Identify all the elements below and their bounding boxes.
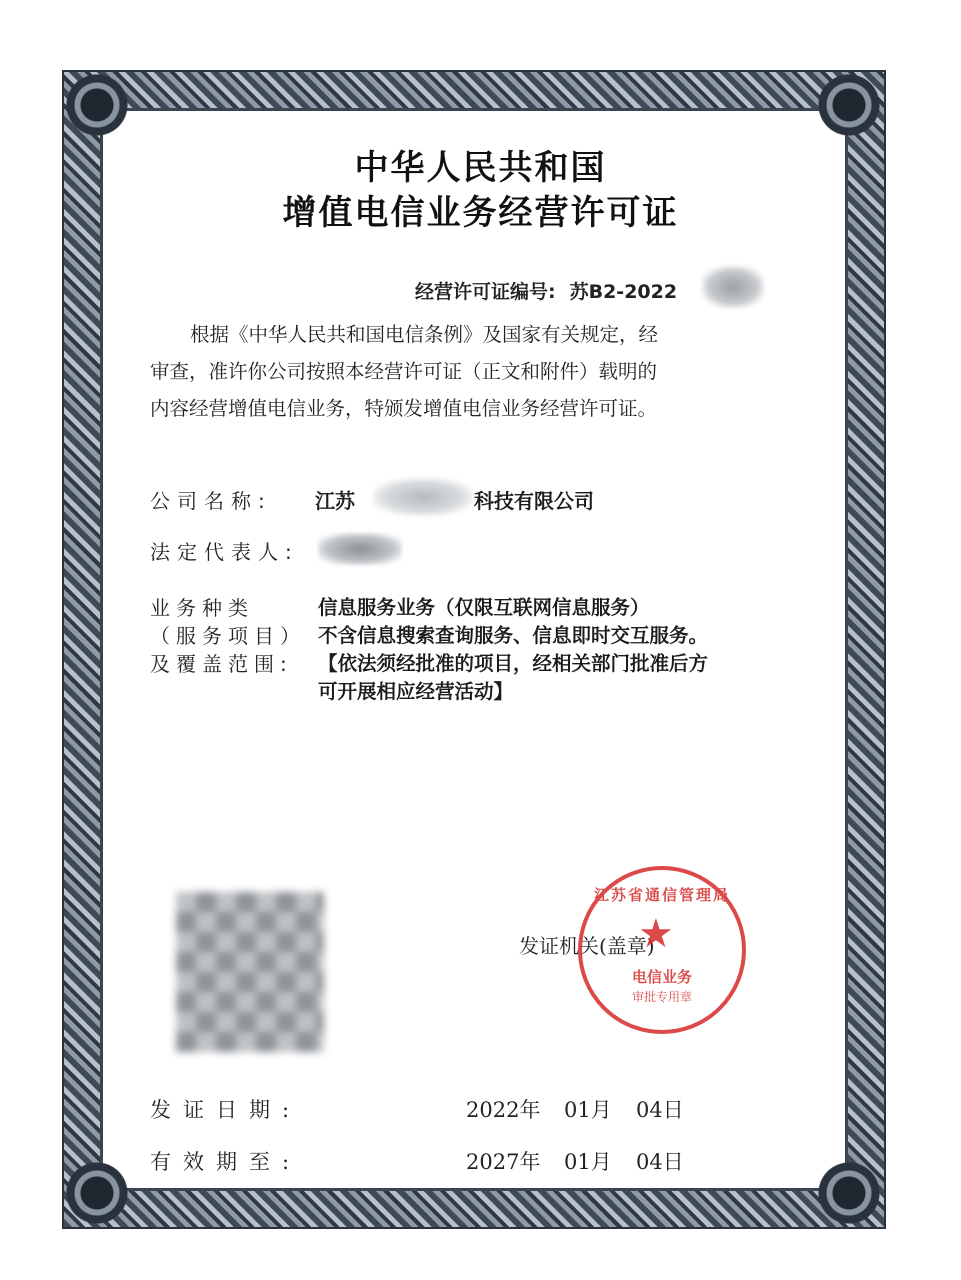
seal-line-1: 电信业务: [631, 968, 692, 986]
certificate-title-line2: 增值电信业务经营许可证: [282, 193, 679, 233]
redacted-representative-name: [318, 533, 402, 565]
issue-month: 01月: [564, 1098, 612, 1122]
valid-year: 2027年: [466, 1150, 541, 1174]
star-icon: ★: [638, 911, 674, 957]
scope-value-1: 信息服务业务（仅限互联网信息服务）: [318, 596, 650, 619]
body-line-3: 内容经营增值电信业务，特颁发增值电信业务经营许可证。: [150, 397, 658, 420]
valid-until-row: [150, 1146, 684, 1176]
certificate-body-paragraph: [150, 316, 790, 427]
redacted-company-name: [373, 478, 473, 516]
corner-ornament-icon: [814, 1158, 884, 1228]
issue-date-label: 发证日期:: [150, 1098, 302, 1122]
permit-number-line: [415, 277, 677, 304]
business-scope-labels: [150, 594, 306, 678]
permit-number-label: 经营许可证编号:: [415, 281, 556, 303]
corner-ornament-icon: [62, 1158, 132, 1228]
company-name-suffix: 科技有限公司: [474, 489, 594, 513]
seal-arc-text: 江苏省通信管理局: [593, 886, 730, 904]
issue-year: 2022年: [466, 1098, 541, 1122]
permit-number-value: 苏B2-2022: [569, 281, 678, 303]
company-name-label: 公司名称:: [150, 489, 272, 513]
corner-ornament-icon: [62, 70, 132, 140]
seal-line-2: 审批专用章: [631, 990, 692, 1004]
valid-day: 04日: [636, 1150, 684, 1174]
scope-value-2: 不含信息搜索查询服务、信息即时交互服务。: [318, 624, 709, 647]
scope-label-2: （服务项目）: [150, 624, 306, 648]
official-seal: [578, 866, 746, 1034]
corner-ornament-icon: [814, 70, 884, 140]
body-line-2: 审查，准许你公司按照本经营许可证（正文和附件）载明的: [150, 360, 658, 383]
redacted-permit-digits: [702, 266, 764, 308]
certificate-title-line1: 中华人民共和国: [354, 148, 607, 188]
issuing-authority-label: 发证机关(盖章): [519, 934, 655, 958]
valid-month: 01月: [564, 1150, 612, 1174]
business-scope-values: [318, 594, 708, 706]
legal-representative-label: 法定代表人:: [150, 540, 299, 564]
scope-label-1: 业务种类: [150, 596, 254, 620]
company-name-row: [150, 485, 355, 514]
issue-date-row: [150, 1094, 684, 1124]
company-name-prefix: 江苏: [315, 489, 355, 513]
issue-day: 04日: [636, 1098, 684, 1122]
legal-representative-row: [150, 536, 315, 565]
body-line-1: 根据《中华人民共和国电信条例》及国家有关规定，经: [190, 323, 659, 346]
valid-until-label: 有效期至:: [150, 1150, 302, 1174]
scope-value-3: 【依法须经批准的项目，经相关部门批准后方: [318, 652, 709, 675]
scope-value-4: 可开展相应经营活动】: [318, 680, 514, 703]
scope-label-3: 及覆盖范围:: [150, 652, 293, 676]
redacted-qr-code: [176, 892, 324, 1052]
